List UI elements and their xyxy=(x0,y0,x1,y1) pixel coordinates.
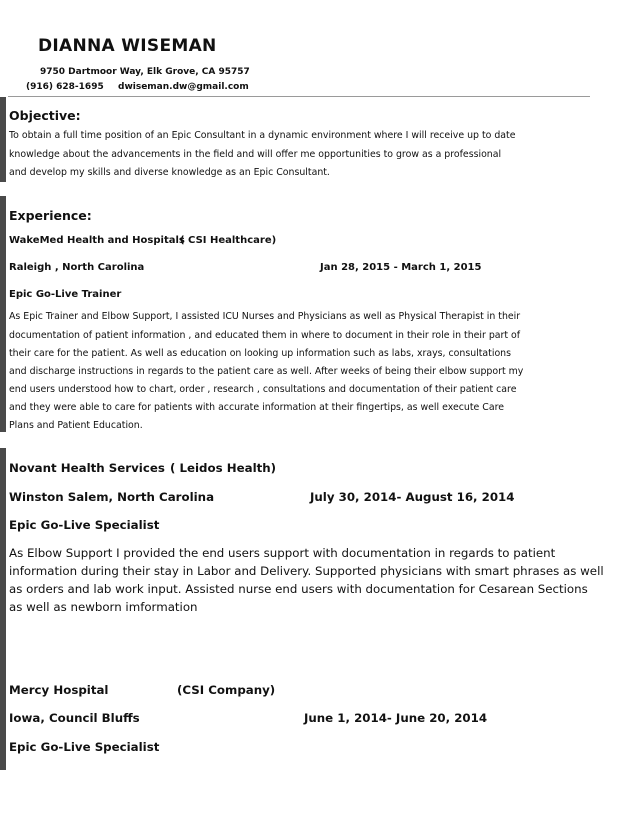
applicant-phone: (916) 628-1695 xyxy=(26,82,104,92)
job-2-company: ( Leidos Health) xyxy=(170,461,277,475)
job-3-dates: June 1, 2014- June 20, 2014 xyxy=(304,711,488,725)
job-1-location: Raleigh , North Carolina xyxy=(9,262,145,273)
objective-heading: Objective: xyxy=(9,108,81,123)
header-divider xyxy=(8,96,590,97)
resume-page: DIANNA WISEMAN 9750 Dartmoor Way, Elk Grove, CA 95757 (916) 628-1695 dwiseman.dw@gmail.com Objective: To obtain a full time position of an Epic Consultant in a dynamic environment where I will receive up to date knowledge about the advancements in the field and will offer me opportunities to grow as a professional and develop my skills and diverse knowledge as an Epic Consultant. Experience: WakeMed Health and Hospitals ( CSI Healthcare) Raleigh , North Carolina Jan 28, 2015 - March 1, 2015 Epic Go-Live Trainer As Epic Trainer and Elbow Support, I assisted ICU Nurses and Physicians as well as Physical Therapist in their documentation of patient information , and educated them in where to document in their role in their part of their care for the patient. As well as education on looking up information such as labs, xrays, consultations and discharge instructions in regards to the patient care as well. After weeks of being their elbow support my end users understood how to chart, order , research , consultations and documentation of their patient care and they were able to care for patients with accurate information at their fingertips, as well execute Care Plans and Patient Education. Novant Health Services ( Leidos Health) Winston Salem, North Carolina July 30, 2014- August 16, 2014 Epic Go-Live Specialist As Elbow Support I provided the end users support with documentation in regards to patient information during their stay in Labor and Delivery. Supported physicians with smart phrases as well as orders and lab work input. Assisted nurse end users with documentation for Cesarean Sections as well as newborn imformation Mercy Hospital (CSI Company) Iowa, Council Bluffs June 1, 2014- June 20, 2014 Epic Go-Live Specialist xyxy=(0,0,638,826)
job-2-employer: Novant Health Services xyxy=(9,461,165,475)
accent-bar-experience xyxy=(0,196,6,432)
experience-heading: Experience: xyxy=(9,208,92,223)
job-1-company: ( CSI Healthcare) xyxy=(180,235,277,246)
accent-bar-continued xyxy=(0,448,6,770)
job-2-dates: July 30, 2014- August 16, 2014 xyxy=(310,490,515,504)
job-1-title: Epic Go-Live Trainer xyxy=(9,289,122,300)
job-3-title: Epic Go-Live Specialist xyxy=(9,740,160,754)
job-2-title: Epic Go-Live Specialist xyxy=(9,518,160,532)
job-3-company: (CSI Company) xyxy=(177,683,276,697)
applicant-email: dwiseman.dw@gmail.com xyxy=(118,82,249,92)
job-3-location: Iowa, Council Bluffs xyxy=(9,711,140,725)
job-3-employer: Mercy Hospital xyxy=(9,683,109,697)
accent-bar-objective xyxy=(0,97,6,182)
job-2-location: Winston Salem, North Carolina xyxy=(9,490,215,504)
applicant-address: 9750 Dartmoor Way, Elk Grove, CA 95757 xyxy=(40,67,250,77)
job-1-employer: WakeMed Health and Hospitals xyxy=(9,235,185,246)
job-1-dates: Jan 28, 2015 - March 1, 2015 xyxy=(320,262,482,273)
applicant-name: DIANNA WISEMAN xyxy=(38,36,217,56)
